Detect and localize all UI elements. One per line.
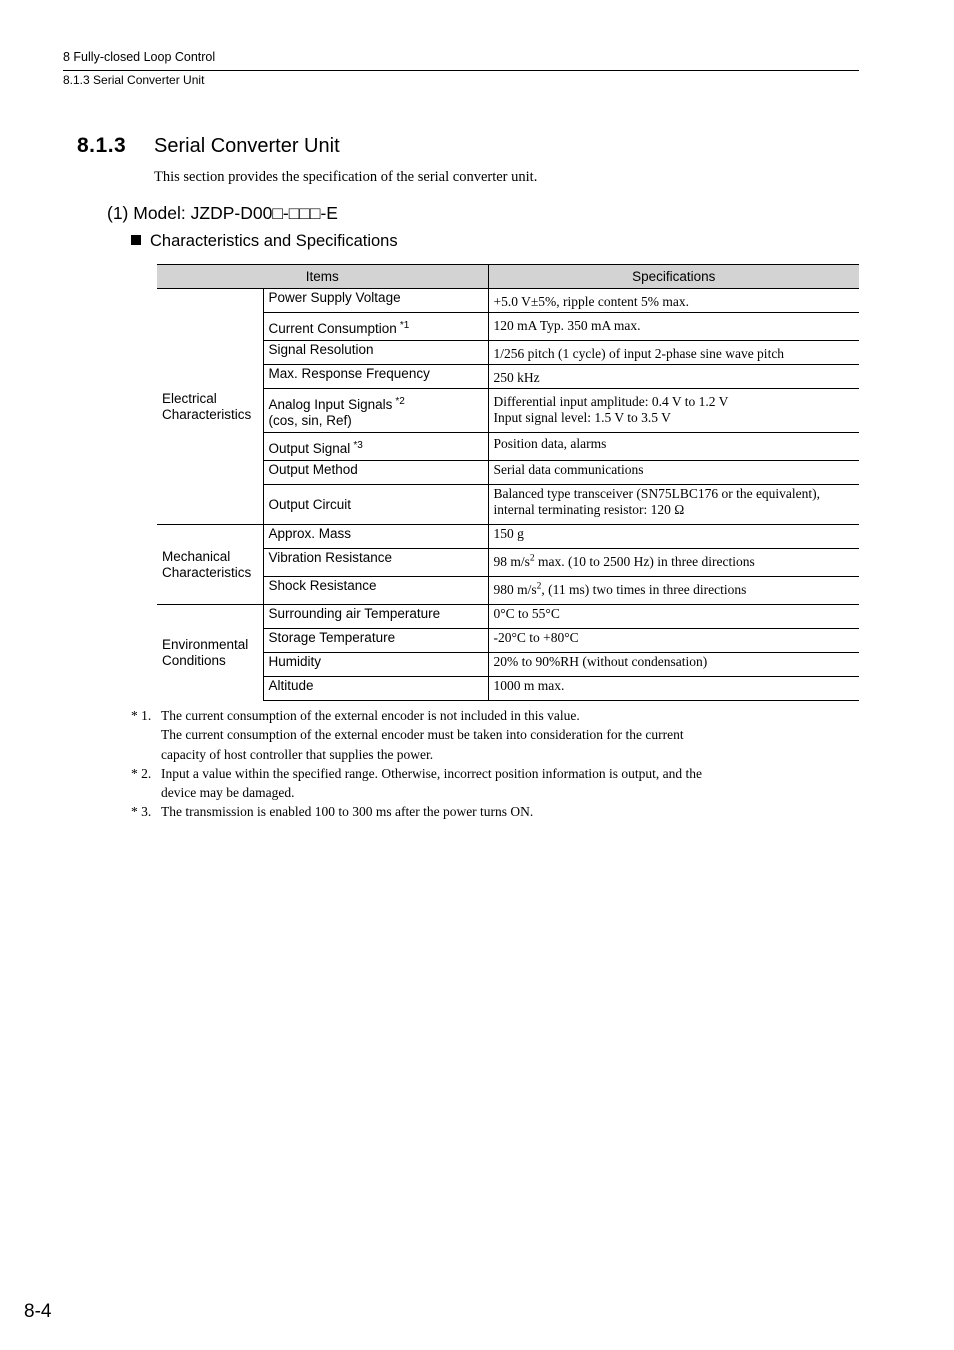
table-row [157, 341, 859, 365]
running-header [63, 50, 859, 87]
footnote-text [161, 802, 771, 821]
spec-cell [488, 485, 859, 525]
table-row [157, 365, 859, 389]
section-intro: This section provides the specification of the serial converter unit. [154, 169, 538, 185]
spec-table [157, 264, 859, 701]
spec-text: 98 m/s [493, 554, 530, 569]
table-row [157, 629, 859, 653]
table-header-row [157, 265, 859, 289]
group-label-line: Characteristics [162, 406, 252, 422]
group-label-line: Mechanical [162, 548, 231, 564]
group-label-line: Characteristics [162, 564, 252, 580]
spec-cell: 1/256 pitch (1 cycle) of input 2-phase sine wave pitch [488, 341, 859, 365]
model-box-3: □□□ [288, 203, 321, 223]
spec-cell: +5.0 V±5%, ripple content 5% max. [488, 289, 859, 313]
footnote-text [161, 706, 771, 764]
header-rule [63, 70, 859, 71]
spec-line: Balanced type transceiver (SN75LBC176 or the equivalent), [493, 486, 821, 501]
spec-line: Input signal level: 1.5 V to 3.5 V [493, 410, 671, 425]
item-cell: Humidity [263, 653, 488, 677]
table-row [157, 605, 859, 629]
item-cell: Output Method [263, 461, 488, 485]
table-row [157, 653, 859, 677]
footnote-1 [131, 706, 771, 764]
item-text: Analog Input Signals [268, 397, 393, 412]
footnote-line: The current consumption of the external encoder is not included in this value. [161, 708, 580, 723]
table-row [157, 461, 859, 485]
footnote-line: Input a value within the specified range. Otherwise, incorrect position information is output, and the [161, 765, 702, 781]
group-electrical [157, 289, 263, 525]
spec-cell: 120 mA Typ. 350 mA max. [488, 313, 859, 341]
section-title: Serial Converter Unit [154, 135, 340, 157]
header-chapter: 8 Fully-closed Loop Control [63, 50, 216, 64]
model-heading [107, 203, 338, 224]
item-cell [263, 389, 488, 433]
footnote-ref: *2 [395, 396, 405, 407]
spec-line: internal terminating resistor: 120 Ω [493, 502, 685, 517]
item-text: Output Signal [268, 441, 351, 456]
table-row [157, 677, 859, 701]
footnote-mark: * 2. [131, 765, 152, 781]
footnote-line: capacity of host controller that supplies the power. [161, 746, 434, 762]
group-label-line: Conditions [162, 652, 226, 668]
item-cell: Output Circuit [263, 485, 488, 525]
footnote-text [161, 764, 771, 803]
superscript: 2 [529, 553, 535, 564]
item-text: Current Consumption [268, 321, 397, 336]
item-cell: Max. Response Frequency [263, 365, 488, 389]
header-section: 8.1.3 Serial Converter Unit [63, 73, 205, 87]
spec-cell: 250 kHz [488, 365, 859, 389]
table-row [157, 289, 859, 313]
spec-text: , (11 ms) two times in three directions [541, 582, 747, 597]
spec-cell: 1000 m max. [488, 677, 859, 701]
item-cell: Altitude [263, 677, 488, 701]
square-bullet-icon [131, 235, 141, 245]
item-cell: Storage Temperature [263, 629, 488, 653]
item-cell: Approx. Mass [263, 525, 488, 549]
spec-cell: 150 g [488, 525, 859, 549]
spec-cell [488, 389, 859, 433]
item-cell [263, 433, 488, 461]
model-prefix: (1) Model: JZDP-D00 [107, 203, 273, 223]
header-items: Items [157, 265, 488, 289]
table-row [157, 389, 859, 433]
footnote-ref: *3 [353, 440, 363, 451]
model-sep: - [282, 203, 289, 223]
footnote-line: The current consumption of the external encoder must be taken into consideration for the current [161, 727, 684, 743]
spec-cell: 0°C to 55°C [488, 605, 859, 629]
footnote-line: device may be damaged. [161, 785, 295, 801]
item-line: (cos, sin, Ref) [268, 413, 352, 428]
model-box-1: □ [272, 203, 283, 223]
item-line [269, 394, 483, 413]
table-row [157, 313, 859, 341]
group-mechanical [157, 525, 263, 605]
footnote-ref: *1 [399, 320, 410, 331]
spec-cell [488, 577, 859, 605]
footnotes [131, 706, 771, 822]
footnote-line: The transmission is enabled 100 to 300 ms after the power turns ON. [161, 804, 534, 820]
spec-cell: Serial data communications [488, 461, 859, 485]
item-cell: Power Supply Voltage [263, 289, 488, 313]
superscript: 2 [536, 581, 542, 592]
footnote-3 [131, 802, 771, 821]
spec-cell: -20°C to +80°C [488, 629, 859, 653]
spec-text: 980 m/s [493, 582, 537, 597]
footnote-2 [131, 764, 771, 803]
item-cell [263, 313, 488, 341]
footnote-mark: * 3. [131, 804, 152, 820]
table-row [157, 525, 859, 549]
group-label-line: Environmental [162, 636, 249, 652]
table-row [157, 433, 859, 461]
spec-cell: 20% to 90%RH (without condensation) [488, 653, 859, 677]
footnote-mark: * 1. [131, 708, 152, 723]
spec-line: Differential input amplitude: 0.4 V to 1.2 V [493, 394, 729, 409]
section-number: 8.1.3 [77, 134, 127, 157]
group-environmental [157, 605, 263, 701]
header-specifications: Specifications [488, 265, 859, 289]
subheading-text: Characteristics and Specifications [150, 232, 398, 250]
item-cell: Surrounding air Temperature [263, 605, 488, 629]
table-row [157, 549, 859, 577]
group-label-line: Electrical [162, 390, 217, 406]
spec-text: max. (10 to 2500 Hz) in three directions [534, 554, 755, 569]
page-number: 8-4 [24, 1301, 52, 1322]
model-suffix: -E [320, 203, 338, 223]
item-cell: Signal Resolution [263, 341, 488, 365]
table-row [157, 485, 859, 525]
item-cell: Shock Resistance [263, 577, 488, 605]
spec-cell [488, 549, 859, 577]
item-cell: Vibration Resistance [263, 549, 488, 577]
subheading [131, 232, 398, 251]
table-row [157, 577, 859, 605]
spec-cell: Position data, alarms [488, 433, 859, 461]
